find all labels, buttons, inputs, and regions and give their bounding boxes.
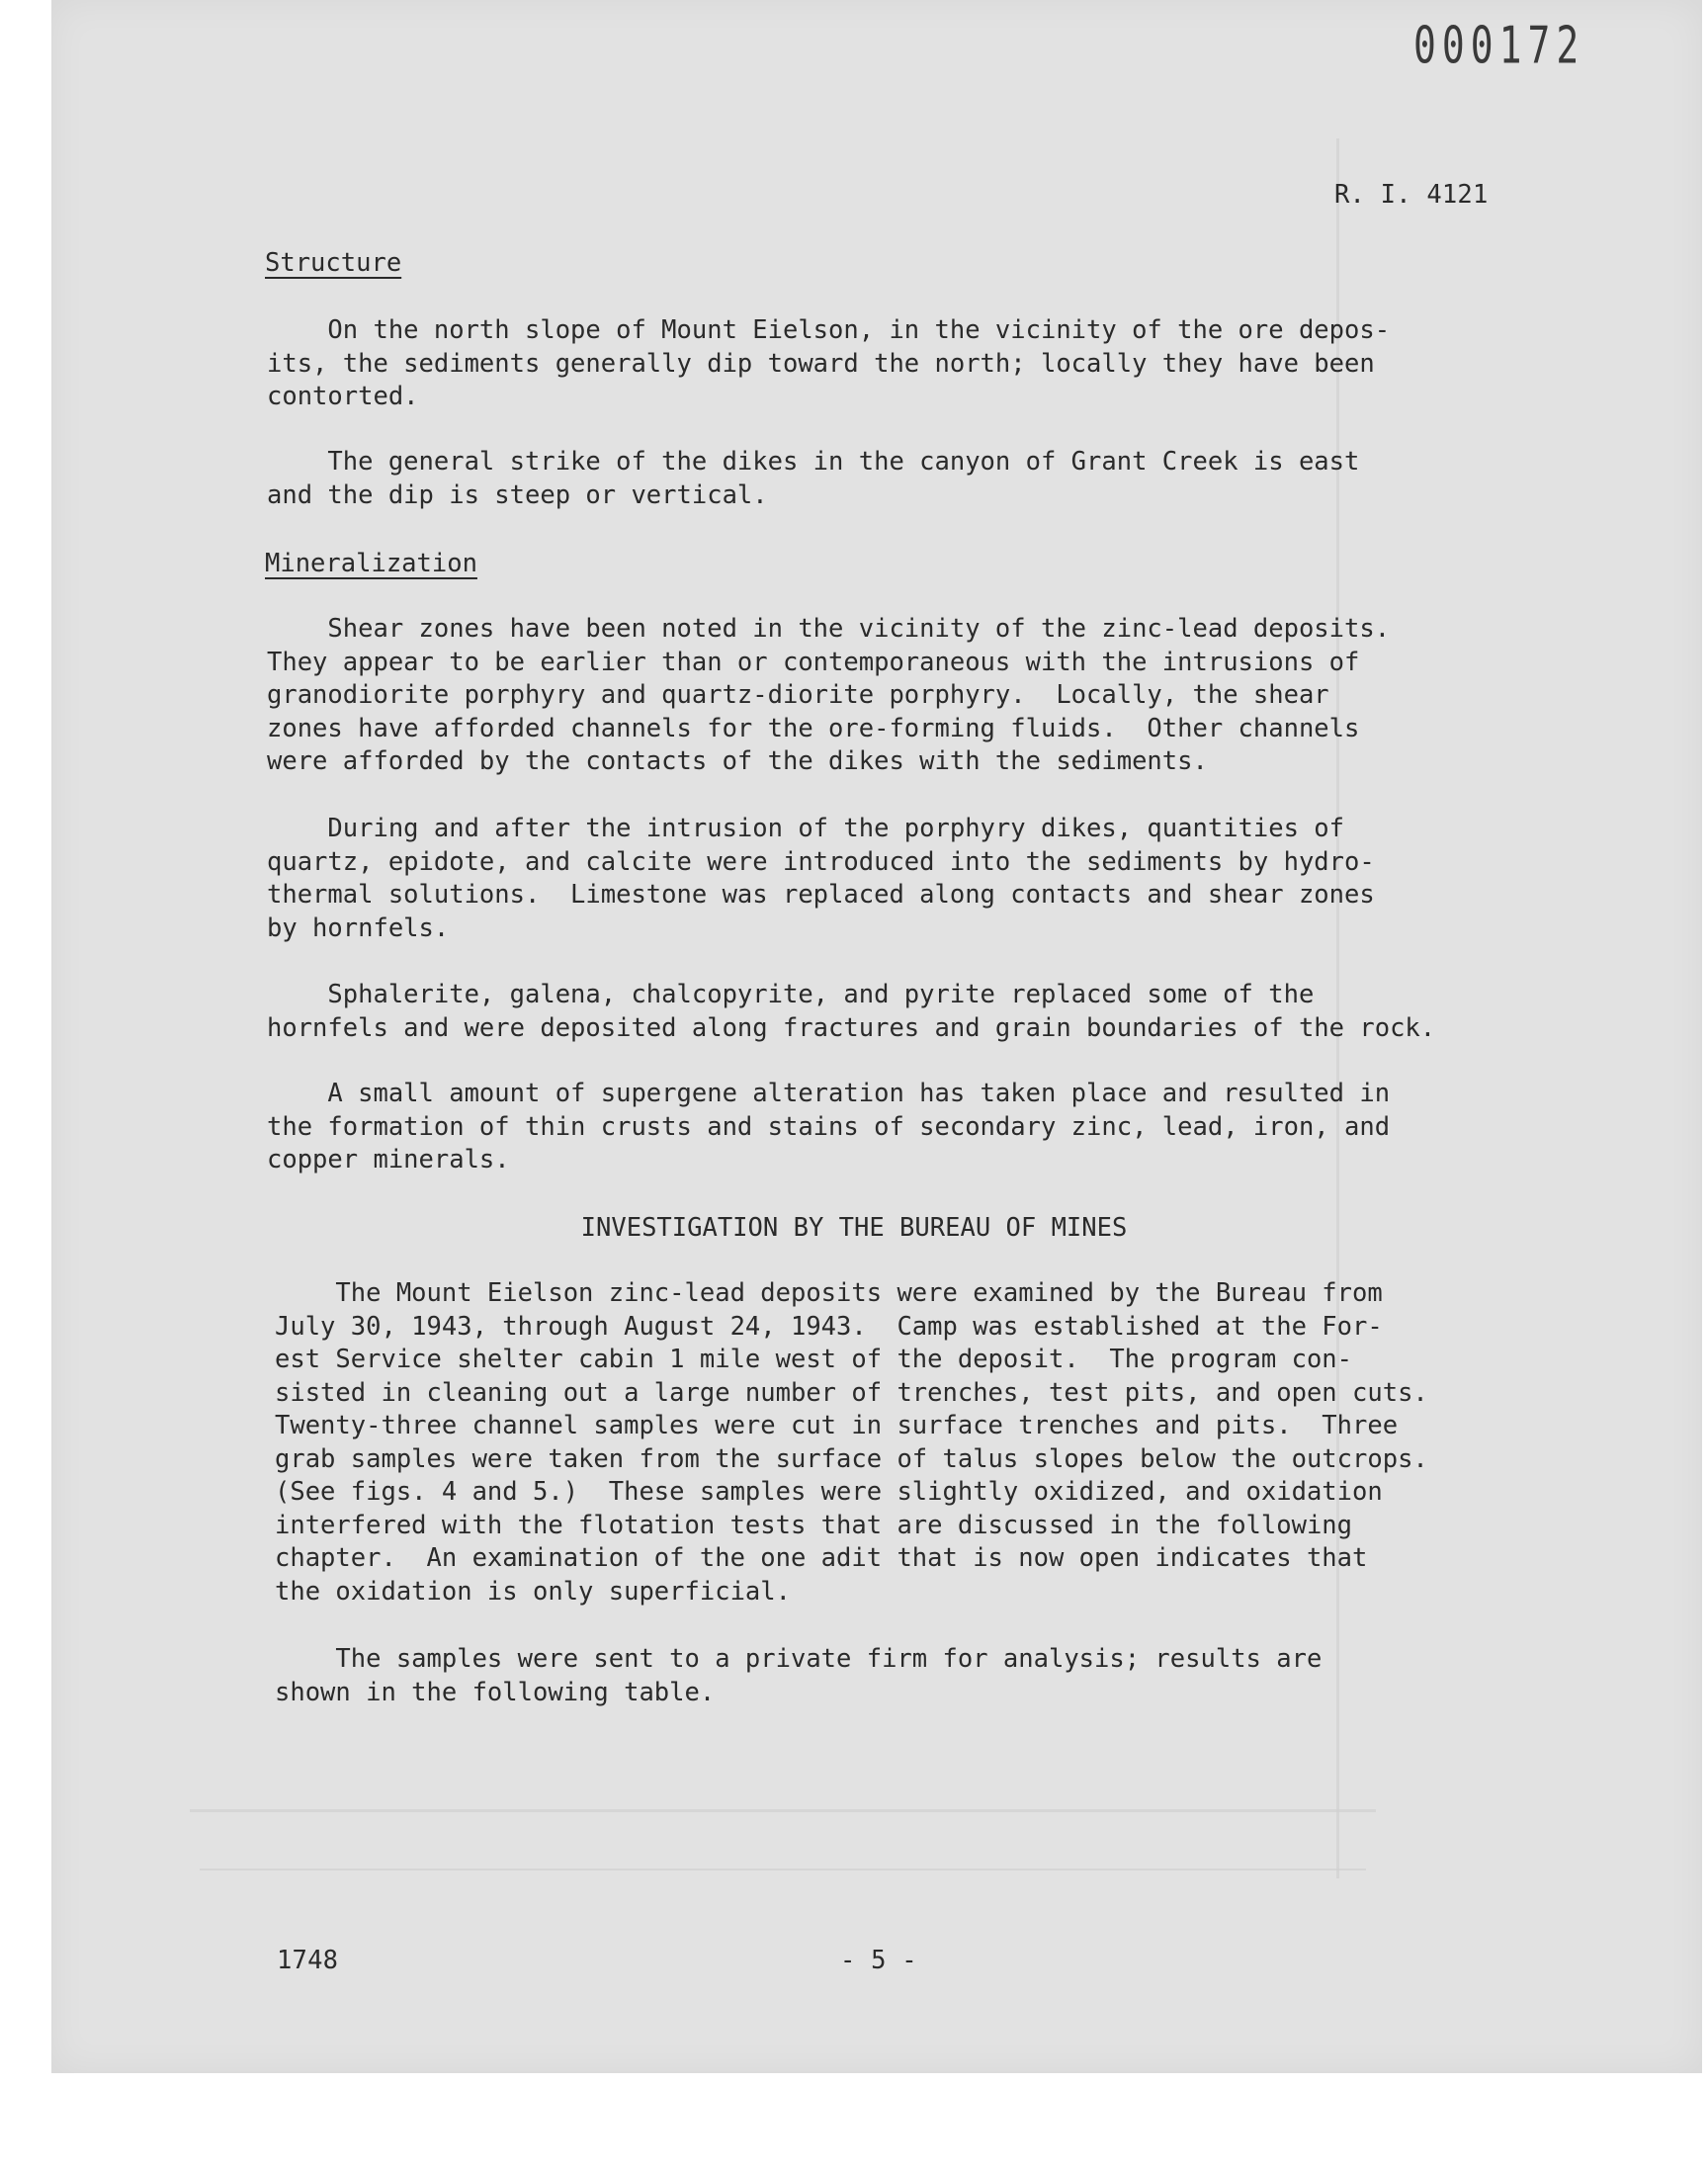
text-line: (See figs. 4 and 5.) These samples were slightly oxidized, and oxidation bbox=[275, 1477, 1383, 1507]
text-line: thermal solutions. Limestone was replaced along contacts and shear zones bbox=[267, 880, 1375, 910]
document-stamp: 000172 bbox=[1413, 16, 1585, 75]
mineralization-paragraph-4 bbox=[267, 1078, 1390, 1177]
text-line: Sphalerite, galena, chalcopyrite, and pyrite replaced some of the bbox=[267, 980, 1315, 1009]
text-line: granodiorite porphyry and quartz-diorite porphyry. Locally, the shear bbox=[267, 680, 1329, 710]
text-line: A small amount of supergene alteration has taken place and resulted in bbox=[267, 1079, 1391, 1108]
text-line: On the north slope of Mount Eielson, in the vicinity of the ore depos- bbox=[267, 315, 1391, 345]
text-line: shown in the following table. bbox=[275, 1677, 716, 1707]
text-line: The general strike of the dikes in the canyon of Grant Creek is east bbox=[267, 447, 1360, 477]
text-line: Shear zones have been noted in the vicinity of the zinc-lead deposits. bbox=[267, 614, 1391, 644]
text-line: zones have afforded channels for the ore-forming fluids. Other channels bbox=[267, 713, 1360, 743]
mineralization-paragraph-1 bbox=[267, 613, 1390, 779]
bleed-through-line bbox=[200, 1869, 1366, 1870]
text-line: contorted. bbox=[267, 382, 419, 411]
text-line: They appear to be earlier than or contemporaneous with the intrusions of bbox=[267, 647, 1360, 677]
scan-margin bbox=[0, 2073, 1708, 2175]
text-line: hornfels and were deposited along fractures and grain boundaries of the rock. bbox=[267, 1012, 1436, 1043]
mineralization-paragraph-3 bbox=[267, 979, 1435, 1045]
text-line: copper minerals. bbox=[267, 1145, 510, 1174]
text-line: The samples were sent to a private firm for analysis; results are bbox=[275, 1644, 1323, 1674]
investigation-paragraph-2 bbox=[275, 1643, 1322, 1709]
section-heading-structure: Structure bbox=[265, 248, 402, 278]
investigation-paragraph-1 bbox=[275, 1277, 1428, 1609]
text-line: by hornfels. bbox=[267, 913, 450, 943]
report-id: R. I. 4121 bbox=[1334, 180, 1489, 210]
text-line: interfered with the flotation tests that are discussed in the following bbox=[275, 1510, 1353, 1540]
text-line: the formation of thin crusts and stains of secondary zinc, lead, iron, and bbox=[267, 1111, 1391, 1142]
text-line: sisted in cleaning out a large number of trenches, test pits, and open cuts. bbox=[275, 1377, 1428, 1408]
text-line: the oxidation is only superficial. bbox=[275, 1576, 791, 1607]
text-line: July 30, 1943, through August 24, 1943. Camp was established at the For- bbox=[275, 1311, 1383, 1342]
text-line: Twenty-three channel samples were cut in surface trenches and pits. Three bbox=[275, 1411, 1399, 1440]
text-line: chapter. An examination of the one adit that is now open indicates that bbox=[275, 1543, 1368, 1573]
text-line: grab samples were taken from the surface of talus slopes below the outcrops. bbox=[275, 1443, 1428, 1474]
section-heading-investigation: INVESTIGATION BY THE BUREAU OF MINES bbox=[580, 1213, 1128, 1243]
text-line: The Mount Eielson zinc-lead deposits were examined by the Bureau from bbox=[275, 1278, 1383, 1308]
text-line: its, the sediments generally dip toward the north; locally they have been bbox=[267, 348, 1375, 379]
section-heading-mineralization: Mineralization bbox=[265, 549, 477, 578]
bleed-through-line bbox=[190, 1809, 1376, 1812]
page-number: - 5 - bbox=[840, 1946, 917, 1975]
text-line: During and after the intrusion of the porphyry dikes, quantities of bbox=[267, 814, 1345, 843]
text-line: and the dip is steep or vertical. bbox=[267, 479, 768, 510]
footer-code: 1748 bbox=[277, 1946, 339, 1975]
text-line: quartz, epidote, and calcite were introduced into the sediments by hydro- bbox=[267, 846, 1375, 877]
structure-paragraph-2 bbox=[267, 446, 1359, 512]
text-line: were afforded by the contacts of the dikes with the sediments. bbox=[267, 746, 1208, 776]
mineralization-paragraph-2 bbox=[267, 813, 1375, 945]
text-line: est Service shelter cabin 1 mile west of the deposit. The program con- bbox=[275, 1345, 1353, 1374]
structure-paragraph-1 bbox=[267, 314, 1390, 414]
